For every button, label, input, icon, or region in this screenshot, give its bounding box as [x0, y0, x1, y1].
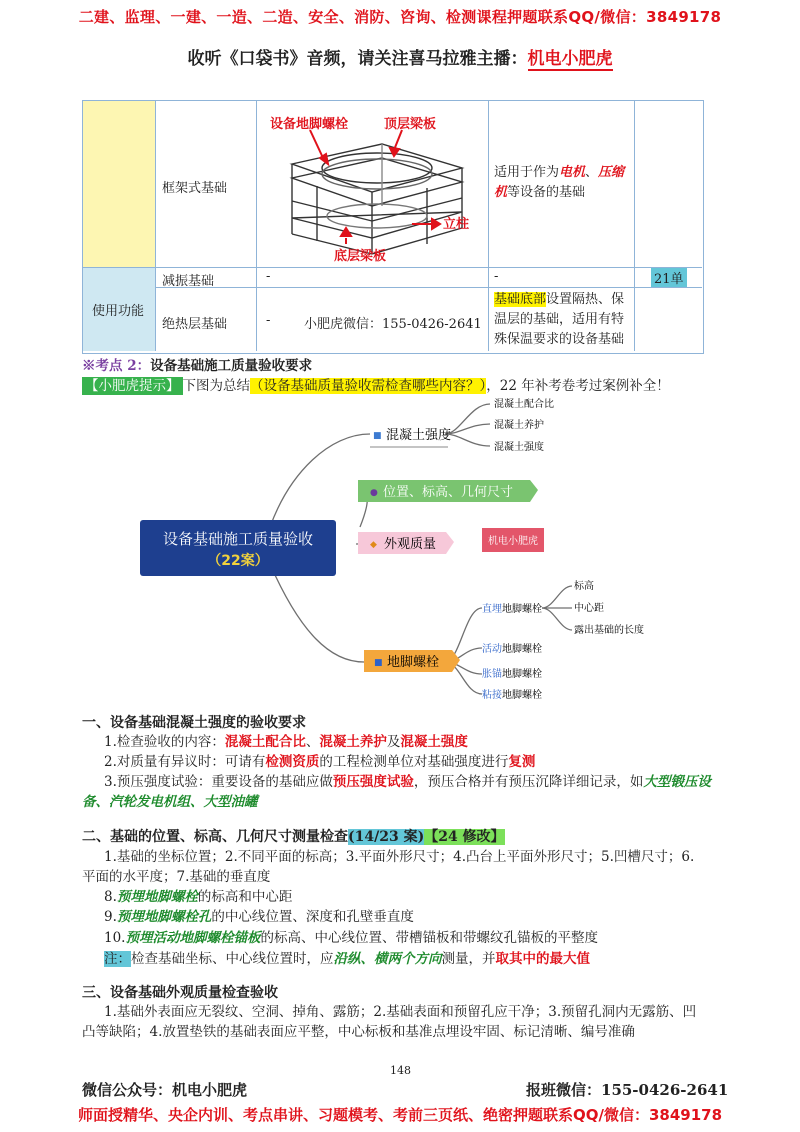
subtitle-prefix: 收听《口袋书》音频，请关注喜马拉雅主播：	[187, 49, 528, 69]
row3-wechat: 小肥虎微信：155-0426-2641	[304, 317, 482, 332]
row3-name: 绝热层基础	[162, 317, 228, 332]
label-bottom-beam: 底层梁板	[334, 249, 387, 264]
branch-appearance: 外观质量	[384, 537, 437, 552]
leaf-strength: 混凝土强度	[494, 442, 544, 453]
top-banner: 二建、监理、一建、一造、二造、安全、消防、咨询、检测课程押题联系QQ/微信：3849178	[78, 8, 722, 26]
section2-item10: 10.预埋活动地脚螺栓锚板的标高、中心线位置、带槽锚板和带螺纹孔锚板的平整度	[104, 930, 598, 946]
label-column: 立柱	[443, 217, 470, 232]
label-top-beam: 顶层梁板	[384, 117, 437, 132]
subtitle	[0, 44, 800, 69]
section3-title: 三、设备基础外观质量检查验收	[82, 985, 278, 1001]
section1-title: 一、设备基础混凝土强度的验收要求	[82, 715, 306, 731]
bolt-bonded: 粘接地脚螺栓	[482, 690, 542, 701]
section3-line2: 凸等缺陷；4.放置垫铁的基础表面应平整，中心标板和基准点埋设牢固、标记清晰、编号准确	[82, 1024, 635, 1040]
bolt-icon: ■	[374, 658, 383, 668]
kaodian-heading: ※考点 2：设备基础施工质量验收要求	[82, 358, 313, 374]
branch-concrete-strength: 混凝土强度	[386, 428, 452, 443]
section2-title: 二、基础的位置、标高、几何尺寸测量检查(14/23 案)【24 修改】	[82, 829, 505, 845]
group-label: 使用功能	[92, 304, 145, 319]
section2-item8: 8.预埋地脚螺栓的标高和中心距	[104, 889, 293, 905]
stamp-label: 机电小肥虎	[488, 536, 538, 547]
label-anchor-bolt: 设备地脚螺栓	[270, 117, 349, 132]
leaf-elevation: 标高	[574, 581, 594, 592]
branch-anchor-bolt: 地脚螺栓	[387, 655, 440, 670]
footer-signup-wechat: 报班微信：155-0426-2641	[526, 1081, 729, 1099]
position-icon: ●	[370, 488, 378, 498]
frame-foundation-diagram	[262, 106, 482, 264]
tip-line: 【小肥虎提示】 下图为总结（设备基础质量验收需检查哪些内容？），22 年补考卷考过案例补全！	[82, 374, 670, 394]
leaf-exposed-length: 露出基础的长度	[574, 625, 644, 636]
section3-line1: 1.基础外表面应无裂纹、空洞、掉角、露筋；2.基础表面和预留孔应干净；3.预留孔洞内无露筋、凹	[104, 1004, 697, 1020]
branch-position: 位置、标高、几何尺寸	[383, 485, 514, 500]
row1-name: 框架式基础	[162, 181, 228, 196]
appearance-icon: ◆	[370, 540, 377, 550]
leaf-mix-ratio: 混凝土配合比	[494, 399, 554, 410]
leaf-center-distance: 中心距	[574, 603, 604, 614]
section1-item1: 1.检查验收的内容：混凝土配合比、混凝土养护及混凝土强度	[104, 734, 468, 750]
section2-note: 注：检查基础坐标、中心线位置时，应沿纵、横两个方向测量，并取其中的最大值	[104, 951, 590, 967]
section2-item9: 9.预埋地脚螺栓孔的中心线位置、深度和孔壁垂直度	[104, 909, 414, 925]
section1-item2: 2.对质量有异议时：可请有检测资质的工程检测单位对基础强度进行复测	[104, 754, 536, 770]
footer-wechat-account: 微信公众号：机电小肥虎	[82, 1081, 248, 1099]
mindmap-center-title: 设备基础施工质量验收	[162, 530, 314, 548]
subtitle-host: 机电小肥虎	[527, 49, 613, 69]
row3-desc: 基础底部设置隔热、保温层的基础，适用有特殊保温要求的设备基础	[494, 292, 625, 347]
section2-line2: 平面的水平度；7.基础的垂直度	[82, 869, 271, 885]
chart-icon: ■	[373, 431, 382, 441]
row1-desc: 适用于作为电机、压缩机等设备的基础	[494, 165, 625, 200]
bolt-expansion: 胀锚地脚螺栓	[482, 669, 542, 680]
mindmap-center-badge: （22案）	[207, 553, 269, 569]
row2-badge: 21单	[651, 268, 687, 287]
bolt-movable: 活动地脚螺栓	[482, 644, 542, 655]
bolt-direct: 直埋地脚螺栓	[482, 604, 542, 615]
section1-item3: 3.预压强度试验：重要设备的基础应做预压强度试验，预压合格并有预压沉降详细记录，如大型锻压设备、汽轮发电机组、大型油罐	[82, 774, 711, 810]
row2-name: 减振基础	[162, 274, 215, 289]
mindmap	[130, 392, 670, 710]
leaf-curing: 混凝土养护	[494, 420, 544, 431]
page-number: 148	[390, 1064, 411, 1077]
section2-line1: 1.基础的坐标位置；2.不同平面的标高；3.平面外形尺寸；4.凸台上平面外形尺寸；5.凹槽尺寸；6.	[104, 849, 695, 865]
bottom-banner: 师面授精华、央企内训、考点串讲、习题模考、考前三页纸、绝密押题联系QQ/微信：3849178	[77, 1106, 723, 1124]
